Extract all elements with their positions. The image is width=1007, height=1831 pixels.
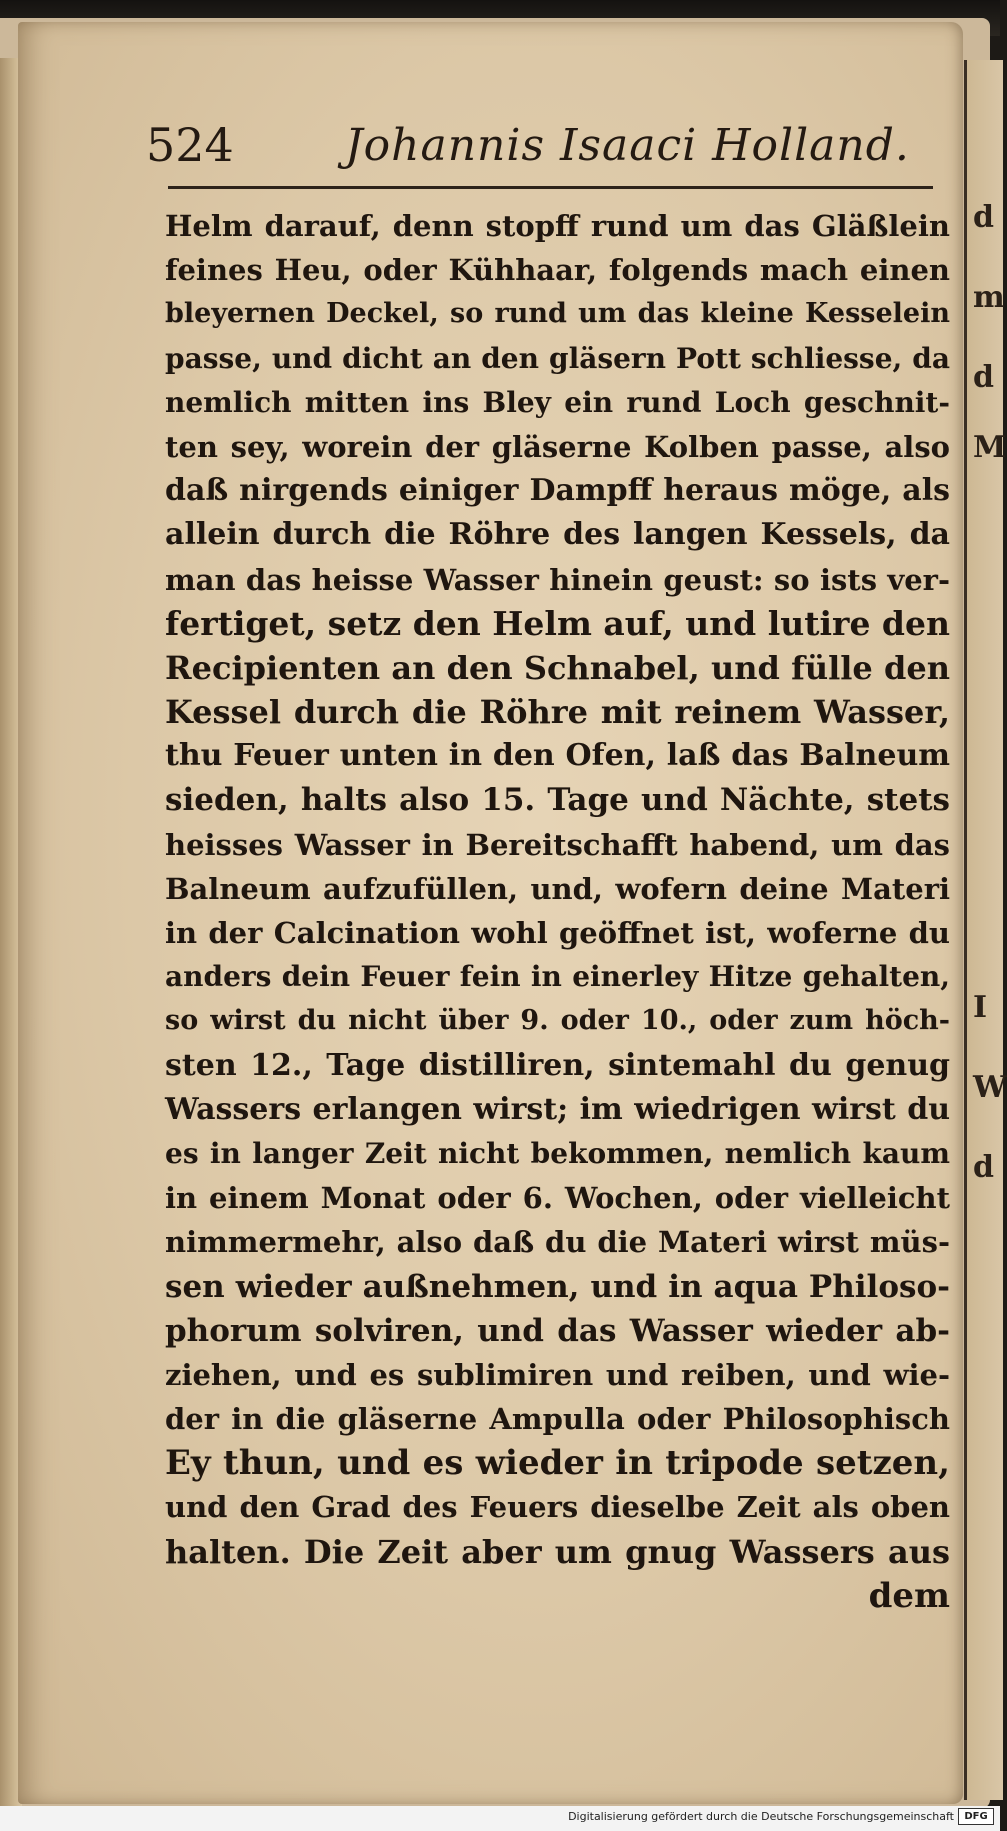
text-line: Helm darauf, denn stopff rund um das Gläßlein (165, 209, 950, 243)
text-line: nemlich mitten ins Bley ein rund Loch geschnit- (165, 385, 950, 419)
text-line: sieden, halts also 15. Tage und Nächte, stets (165, 782, 950, 819)
adjacent-page-fragment: m (973, 280, 1005, 315)
catchword: dem (868, 1575, 950, 1616)
adjacent-page-fragment: d (973, 360, 994, 395)
text-line: thu Feuer unten in den Ofen, laß das Balneum (165, 738, 950, 774)
running-head (0, 118, 1000, 178)
text-line: Recipienten an den Schnabel, und fülle den (165, 648, 950, 687)
text-line: so wirst du nicht über 9. oder 10., oder zum höch- (165, 1005, 950, 1037)
text-line: nimmermehr, also daß du die Materi wirst müs- (165, 1225, 950, 1260)
text-line: ziehen, und es sublimiren und reiben, und wie- (165, 1357, 950, 1392)
adjacent-page-fragment: W (973, 1070, 1007, 1105)
text-line: Kessel durch die Röhre mit reinem Wasser, (165, 693, 950, 732)
text-line: sen wieder außnehmen, und in aqua Philoso- (165, 1268, 950, 1305)
text-line: anders dein Feuer fein in einerley Hitze gehalten, (165, 960, 950, 994)
text-line: und den Grad des Feuers dieselbe Zeit als oben (165, 1490, 950, 1525)
text-line: der in die gläserne Ampulla oder Philosophisch (165, 1402, 950, 1437)
text-line: halten. Die Zeit aber um gnug Wassers aus (165, 1532, 950, 1571)
dfg-logo: DFG (958, 1808, 994, 1825)
text-line: sten 12., Tage distilliren, sintemahl du genug (165, 1047, 950, 1083)
digitization-credit: Digitalisierung gefördert durch die Deutsche Forschungsgemeinschaft (568, 1810, 954, 1823)
text-line: man das heisse Wasser hinein geust: so ists ver- (165, 562, 950, 597)
text-line: heisses Wasser in Bereitschafft habend, um das (165, 827, 950, 862)
adjacent-page-edge (964, 60, 1007, 1800)
text-line: phorum solviren, und das Wasser wieder ab- (165, 1312, 950, 1349)
text-line: fertiget, setz den Helm auf, und lutire den (165, 603, 950, 643)
page-number: 524 (146, 118, 234, 172)
adjacent-page-fragment: d (973, 200, 994, 235)
running-title: Johannis Isaaci Holland. (345, 120, 910, 171)
text-line: allein durch die Röhre des langen Kessels, da (165, 517, 950, 553)
text-line: Wassers erlangen wirst; im wiedrigen wirst du (165, 1091, 950, 1127)
text-line: daß nirgends einiger Dampff heraus möge, als (165, 473, 950, 509)
text-line: Balneum aufzufüllen, und, wofern deine Materi (165, 871, 950, 906)
adjacent-page-fragment: M (973, 430, 1007, 465)
text-line: passe, und dicht an den gläsern Pott schliesse, da (165, 341, 950, 375)
body-text (165, 204, 950, 1618)
adjacent-page-fragment: I (973, 990, 988, 1025)
text-line: ten sey, worein der gläserne Kolben passe, also (165, 429, 950, 464)
text-line: in einem Monat oder 6. Wochen, oder vielleicht (165, 1181, 950, 1216)
header-rule (168, 186, 933, 189)
text-line: es in langer Zeit nicht bekommen, nemlich kaum (165, 1136, 950, 1170)
text-line: feines Heu, oder Kühhaar, folgends mach einen (165, 253, 950, 288)
adjacent-page-fragment: d (973, 1150, 994, 1185)
text-line: bleyernen Deckel, so rund um das kleine Kesselein (165, 298, 950, 330)
text-line: Ey thun, und es wieder in tripode setzen, (165, 1443, 950, 1484)
text-line: in der Calcination wohl geöffnet ist, woferne du (165, 916, 950, 950)
